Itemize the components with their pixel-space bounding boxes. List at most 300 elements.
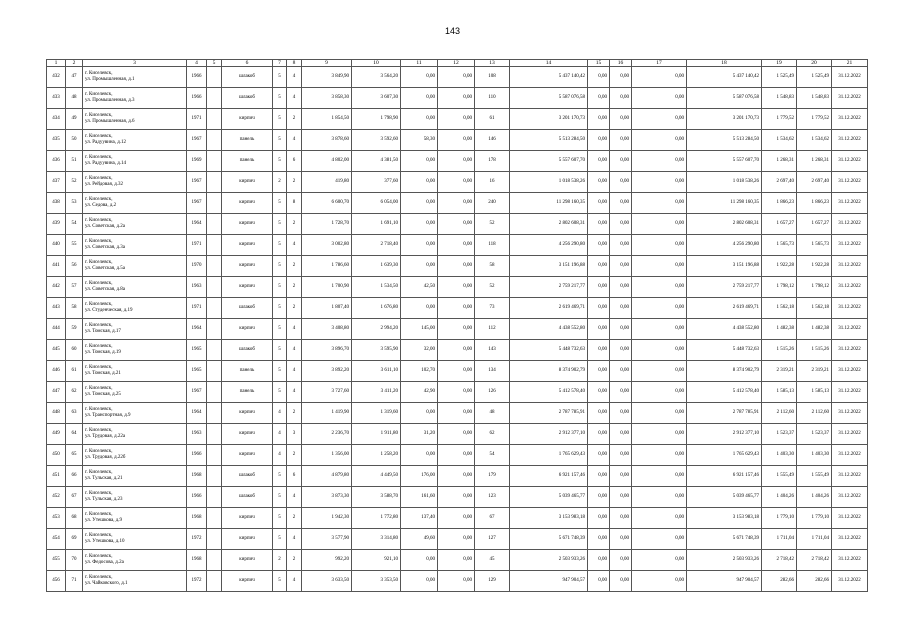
table-cell: 6 <box>287 466 302 487</box>
table-cell: 0,00 <box>401 88 438 109</box>
table-cell <box>207 340 222 361</box>
table-cell: шлакоб <box>222 466 273 487</box>
address-cell: г. Киселевск, ул. Советская, д.2а <box>83 214 187 235</box>
table-cell: 31.12.2022 <box>832 424 868 445</box>
table-cell: 0,00 <box>438 571 475 592</box>
table-cell: 0,00 <box>438 256 475 277</box>
table-cell: 0,00 <box>610 277 632 298</box>
table-cell: 0,00 <box>632 193 687 214</box>
table-cell: 3 633,50 <box>302 571 352 592</box>
table-cell: 0,00 <box>632 550 687 571</box>
table-cell: 31.12.2022 <box>832 550 868 571</box>
table-cell: 0,00 <box>438 130 475 151</box>
table-cell: 49,60 <box>401 529 438 550</box>
table-cell: 3 896,70 <box>302 340 352 361</box>
table-cell: 1966 <box>187 487 207 508</box>
table-cell: 3 201 170,73 <box>510 109 588 130</box>
table-cell: 0,00 <box>632 151 687 172</box>
table-cell: 0,00 <box>610 403 632 424</box>
table-cell: 3 873,30 <box>302 487 352 508</box>
table-cell: 0,00 <box>401 571 438 592</box>
address-cell: г. Киселевск, ул. Томская, д.25 <box>83 382 187 403</box>
table-cell: 16 <box>475 172 510 193</box>
column-header: 3 <box>83 60 187 67</box>
table-cell: 5 448 732,63 <box>510 340 588 361</box>
table-cell: 56 <box>66 256 83 277</box>
table-cell: 5 <box>273 298 287 319</box>
table-cell: 4 256 290,80 <box>687 235 762 256</box>
table-cell: 4 <box>287 361 302 382</box>
table-cell: 0,00 <box>588 172 610 193</box>
table-cell: 0,00 <box>401 214 438 235</box>
column-header: 14 <box>510 60 588 67</box>
table-cell: 0,00 <box>632 319 687 340</box>
address-cell: г. Киселевск, ул. Тульская, д.21 <box>83 466 187 487</box>
table-cell: 42,50 <box>401 277 438 298</box>
table-cell: шлакоб <box>222 67 273 88</box>
table-cell: 31.12.2022 <box>832 172 868 193</box>
table-cell: 1 765 629,43 <box>687 445 762 466</box>
table-cell: 5 671 748,39 <box>687 529 762 550</box>
table-cell: 1 525,49 <box>797 67 832 88</box>
table-cell: 1971 <box>187 235 207 256</box>
table-cell: 5 <box>273 508 287 529</box>
table-cell <box>207 109 222 130</box>
table-cell <box>207 508 222 529</box>
table-cell: 2 <box>273 550 287 571</box>
table-cell: 1971 <box>187 298 207 319</box>
table-cell: кирпич <box>222 277 273 298</box>
table-row <box>47 172 868 193</box>
table-cell: 5 448 732,63 <box>687 340 762 361</box>
table-cell: 31,20 <box>401 424 438 445</box>
table-cell: 0,00 <box>610 361 632 382</box>
table-cell: 1963 <box>187 277 207 298</box>
table-cell: кирпич <box>222 109 273 130</box>
table-cell: 1 523,37 <box>762 424 797 445</box>
table-cell: 58,30 <box>401 130 438 151</box>
table-cell: 4 381,50 <box>352 151 401 172</box>
column-header: 18 <box>687 60 762 67</box>
table-cell: 441 <box>47 256 66 277</box>
table-cell: 456 <box>47 571 66 592</box>
table-cell: 1 798,90 <box>352 109 401 130</box>
address-cell: г. Киселевск, ул. Студенческая, д.19 <box>83 298 187 319</box>
table-cell: 1 419,90 <box>302 403 352 424</box>
table-cell: 31.12.2022 <box>832 298 868 319</box>
table-cell: 947 904,57 <box>510 571 588 592</box>
table-cell: 5 587 076,58 <box>510 88 588 109</box>
table-cell: кирпич <box>222 235 273 256</box>
table-cell <box>207 466 222 487</box>
table-cell: 0,00 <box>588 214 610 235</box>
table-cell: 0,00 <box>610 214 632 235</box>
table-cell: 5 412 578,40 <box>687 382 762 403</box>
table-cell: 439 <box>47 214 66 235</box>
table-cell: 0,00 <box>632 256 687 277</box>
address-cell: г. Киселевск, ул. Советская, д.3а <box>83 235 187 256</box>
table-cell: 1967 <box>187 382 207 403</box>
table-cell: 2 802 608,31 <box>687 214 762 235</box>
table-cell: 0,00 <box>401 256 438 277</box>
table-cell: 31.12.2022 <box>832 151 868 172</box>
table-cell: 1 657,27 <box>797 214 832 235</box>
table-cell: 2 619 469,71 <box>687 298 762 319</box>
table-cell <box>207 361 222 382</box>
table-cell: 0,00 <box>632 403 687 424</box>
table-cell: 1 798,12 <box>762 277 797 298</box>
table-cell: 0,00 <box>632 382 687 403</box>
table-cell <box>207 172 222 193</box>
table-cell: 57 <box>66 277 83 298</box>
table-cell: 31.12.2022 <box>832 88 868 109</box>
table-cell: 0,00 <box>401 550 438 571</box>
table-cell: 2 <box>287 277 302 298</box>
table-cell: 161,60 <box>401 487 438 508</box>
table-cell: 1 356,00 <box>302 445 352 466</box>
table-cell: 5 587 076,58 <box>687 88 762 109</box>
table-cell: 2 <box>287 109 302 130</box>
table-cell: 0,00 <box>438 550 475 571</box>
table-cell: 0,00 <box>438 445 475 466</box>
table-cell: 5 557 607,70 <box>510 151 588 172</box>
table-cell: 1 268,31 <box>762 151 797 172</box>
address-cell: г. Киселевск, ул. Рейдовая, д.32 <box>83 172 187 193</box>
table-cell: 0,00 <box>438 67 475 88</box>
table-cell: 0,00 <box>401 67 438 88</box>
table-row <box>47 193 868 214</box>
table-row <box>47 256 868 277</box>
table-cell: 2 <box>287 298 302 319</box>
table-cell: 4 449,50 <box>352 466 401 487</box>
table-cell <box>207 67 222 88</box>
table-cell: 143 <box>475 340 510 361</box>
table-cell: 0,00 <box>588 508 610 529</box>
table-row <box>47 298 868 319</box>
table-cell: 1 779,52 <box>762 109 797 130</box>
table-cell: 5 513 284,50 <box>687 130 762 151</box>
table-cell: 240 <box>475 193 510 214</box>
table-cell <box>207 445 222 466</box>
address-cell: г. Киселевск, ул. Советская, д.8а <box>83 277 187 298</box>
table-cell: 1968 <box>187 508 207 529</box>
table-cell: 1964 <box>187 403 207 424</box>
table-cell: 0,00 <box>438 172 475 193</box>
table-cell: 0,00 <box>588 277 610 298</box>
table-cell: 3 577,90 <box>302 529 352 550</box>
table-cell: 108 <box>475 67 510 88</box>
table-cell: 1964 <box>187 214 207 235</box>
table-cell: 1 482,38 <box>797 319 832 340</box>
table-cell: 419,80 <box>302 172 352 193</box>
table-cell: 53 <box>66 193 83 214</box>
table-cell: 3 727,60 <box>302 382 352 403</box>
table-cell: 51 <box>66 151 83 172</box>
table-cell: 178 <box>475 151 510 172</box>
table-cell <box>207 256 222 277</box>
table-cell <box>207 424 222 445</box>
table-cell: 1970 <box>187 256 207 277</box>
table-cell: 31.12.2022 <box>832 214 868 235</box>
table-cell: 6 <box>287 151 302 172</box>
table-cell: 2 <box>287 403 302 424</box>
address-cell: г. Киселевск, ул. Тульская, д.23 <box>83 487 187 508</box>
table-cell: 5 437 140,42 <box>687 67 762 88</box>
table-cell: 0,00 <box>632 487 687 508</box>
address-cell: г. Киселевск, ул. Утешкова, д.10 <box>83 529 187 550</box>
table-cell: 4 <box>287 67 302 88</box>
table-cell: 1965 <box>187 361 207 382</box>
table-cell: 437 <box>47 172 66 193</box>
table-cell: 1 534,62 <box>762 130 797 151</box>
table-cell: 2 112,60 <box>762 403 797 424</box>
table-cell: кирпич <box>222 403 273 424</box>
table-cell: 0,00 <box>632 235 687 256</box>
table-cell: 146 <box>475 130 510 151</box>
table-cell: 31.12.2022 <box>832 508 868 529</box>
table-cell: 448 <box>47 403 66 424</box>
address-cell: г. Киселевск, ул. Радуувина, д.12 <box>83 130 187 151</box>
table-cell: 1968 <box>187 466 207 487</box>
table-cell: 0,00 <box>438 529 475 550</box>
table-cell: 1969 <box>187 151 207 172</box>
table-cell: 436 <box>47 151 66 172</box>
table-cell: 947 904,57 <box>687 571 762 592</box>
table-cell: 0,00 <box>610 319 632 340</box>
table-cell: 2 236,70 <box>302 424 352 445</box>
column-header: 7 <box>273 60 287 67</box>
table-cell: 0,00 <box>401 298 438 319</box>
table-cell: 1 922,28 <box>762 256 797 277</box>
table-cell: 0,00 <box>588 88 610 109</box>
table-cell: 3 588,70 <box>352 487 401 508</box>
table-cell: 282,66 <box>797 571 832 592</box>
table-cell: 1967 <box>187 130 207 151</box>
table-cell: 5 <box>273 130 287 151</box>
table-cell: 52 <box>66 172 83 193</box>
table-cell: 4 438 552,80 <box>687 319 762 340</box>
table-cell: 0,00 <box>632 466 687 487</box>
table-cell: 432 <box>47 67 66 88</box>
table-row <box>47 109 868 130</box>
table-cell: 2 <box>287 445 302 466</box>
table-cell: 145,00 <box>401 319 438 340</box>
table-cell: 4 <box>273 445 287 466</box>
table-cell: 1 018 538,26 <box>687 172 762 193</box>
table-cell: 5 <box>273 382 287 403</box>
table-cell: 0,00 <box>610 67 632 88</box>
table-cell: 3 151 196,88 <box>510 256 588 277</box>
table-cell: 0,00 <box>588 109 610 130</box>
table-cell: 0,00 <box>632 88 687 109</box>
table-cell: 3 892,20 <box>302 361 352 382</box>
table-cell: 0,00 <box>610 571 632 592</box>
table-cell: 921,10 <box>352 550 401 571</box>
table-cell: 0,00 <box>588 424 610 445</box>
table-cell: 2 319,21 <box>762 361 797 382</box>
table-cell: 31.12.2022 <box>832 235 868 256</box>
table-cell: 0,00 <box>401 403 438 424</box>
table-cell: 449 <box>47 424 66 445</box>
table-cell: 4 <box>273 424 287 445</box>
table-cell: 5 671 748,39 <box>510 529 588 550</box>
table-cell: 1 798,12 <box>797 277 832 298</box>
table-cell: 1 942,30 <box>302 508 352 529</box>
table-row <box>47 361 868 382</box>
table-cell: 0,00 <box>588 382 610 403</box>
table-cell: кирпич <box>222 193 273 214</box>
table-cell: 0,00 <box>610 382 632 403</box>
table-cell: 0,00 <box>632 529 687 550</box>
table-cell: 70 <box>66 550 83 571</box>
table-cell: 31.12.2022 <box>832 67 868 88</box>
table-cell: 2 697,40 <box>797 172 832 193</box>
table-cell: 1 562,18 <box>762 298 797 319</box>
table-cell: кирпич <box>222 571 273 592</box>
table-cell: 11 298 160,35 <box>510 193 588 214</box>
table-cell: 0,00 <box>438 298 475 319</box>
address-cell: г. Киселевск, ул. Федосова, д.2а <box>83 550 187 571</box>
table-cell: 58 <box>66 298 83 319</box>
table-cell: 0,00 <box>610 298 632 319</box>
column-header: 2 <box>66 60 83 67</box>
table-cell: 31.12.2022 <box>832 403 868 424</box>
table-cell: 4 <box>287 382 302 403</box>
table-row <box>47 403 868 424</box>
table-cell: 0,00 <box>588 550 610 571</box>
table-cell: 1 555,49 <box>762 466 797 487</box>
table-cell: 0,00 <box>632 508 687 529</box>
table-cell: 0,00 <box>610 424 632 445</box>
table-cell: 0,00 <box>438 487 475 508</box>
table-cell: 1 404,26 <box>797 487 832 508</box>
table-cell: 0,00 <box>588 361 610 382</box>
table-cell: 0,00 <box>401 172 438 193</box>
table-cell: 1 548,83 <box>797 88 832 109</box>
table-cell: 126 <box>475 382 510 403</box>
table-cell: 1966 <box>187 88 207 109</box>
table-cell: 8 374 902,79 <box>687 361 762 382</box>
table-cell: шлакоб <box>222 487 273 508</box>
table-cell: 2 912 377,10 <box>510 424 588 445</box>
address-cell: г. Киселевск, ул. Транспортная, д.9 <box>83 403 187 424</box>
table-cell: 54 <box>66 214 83 235</box>
table-cell: 52 <box>475 214 510 235</box>
table-cell: 4 879,80 <box>302 466 352 487</box>
table-cell: 1 555,49 <box>797 466 832 487</box>
table-cell: панель <box>222 130 273 151</box>
table-cell: 0,00 <box>632 109 687 130</box>
column-header: 1 <box>47 60 66 67</box>
table-cell: 1 779,10 <box>762 508 797 529</box>
table-cell: 6 054,00 <box>352 193 401 214</box>
table-cell: 3 314,80 <box>352 529 401 550</box>
table-cell: 1 854,50 <box>302 109 352 130</box>
table-cell: 4 802,00 <box>302 151 352 172</box>
table-cell: панель <box>222 151 273 172</box>
table-cell: 0,00 <box>588 319 610 340</box>
table-cell: 1 866,23 <box>797 193 832 214</box>
table-cell: 443 <box>47 298 66 319</box>
table-cell: 0,00 <box>632 298 687 319</box>
column-header: 9 <box>302 60 352 67</box>
table-cell: 0,00 <box>610 466 632 487</box>
table-cell: 4 <box>287 487 302 508</box>
table-row <box>47 424 868 445</box>
table-cell: 6 921 157,46 <box>510 466 588 487</box>
table-cell: 31.12.2022 <box>832 340 868 361</box>
table-cell: 282,66 <box>762 571 797 592</box>
table-cell: 1 657,27 <box>762 214 797 235</box>
table-cell: 1 565,73 <box>762 235 797 256</box>
table-cell: 0,00 <box>438 403 475 424</box>
table-cell: 5 <box>273 340 287 361</box>
table-cell: кирпич <box>222 529 273 550</box>
table-cell: 5 039 465,77 <box>510 487 588 508</box>
table-cell: 31.12.2022 <box>832 193 868 214</box>
table-cell: 4 <box>287 340 302 361</box>
table-cell: 5 513 284,50 <box>510 130 588 151</box>
table-cell: 1 728,70 <box>302 214 352 235</box>
table-cell: 5 <box>273 193 287 214</box>
table-cell: 3 878,60 <box>302 130 352 151</box>
table-cell: 54 <box>475 445 510 466</box>
table-row <box>47 88 868 109</box>
table-cell: 0,00 <box>632 277 687 298</box>
column-header: 5 <box>207 60 222 67</box>
table-cell <box>207 550 222 571</box>
table-cell: 1 268,31 <box>797 151 832 172</box>
column-header: 17 <box>632 60 687 67</box>
table-cell: 0,00 <box>588 256 610 277</box>
table-cell: 2 759 217,77 <box>510 277 588 298</box>
table-cell: шлакоб <box>222 340 273 361</box>
table-cell: 3 607,30 <box>352 88 401 109</box>
table-cell: 0,00 <box>438 466 475 487</box>
table-cell: 4 256 290,80 <box>510 235 588 256</box>
column-header: 20 <box>797 60 832 67</box>
table-cell: 2 <box>287 508 302 529</box>
address-cell: г. Киселевск, ул. Промышленная, д.6 <box>83 109 187 130</box>
table-cell: 2 503 933,26 <box>510 550 588 571</box>
table-cell: 1 404,26 <box>762 487 797 508</box>
table-cell: 6 921 157,46 <box>687 466 762 487</box>
table-cell: 31.12.2022 <box>832 571 868 592</box>
table-cell: 62 <box>66 382 83 403</box>
table-cell: 2 <box>287 214 302 235</box>
table-row <box>47 382 868 403</box>
table-cell: 0,00 <box>610 193 632 214</box>
table-cell: 440 <box>47 235 66 256</box>
table-cell: кирпич <box>222 214 273 235</box>
table-cell: 1 403,30 <box>797 445 832 466</box>
table-cell: 0,00 <box>401 109 438 130</box>
table-cell: 0,00 <box>588 130 610 151</box>
table-cell: 1972 <box>187 529 207 550</box>
table-cell: 0,00 <box>610 235 632 256</box>
table-cell: 5 <box>273 235 287 256</box>
table-cell: 0,00 <box>632 214 687 235</box>
table-cell: 0,00 <box>610 550 632 571</box>
table-cell: 4 438 552,80 <box>510 319 588 340</box>
table-cell: 0,00 <box>610 256 632 277</box>
table-cell: 3 153 983,18 <box>687 508 762 529</box>
table-cell: 62 <box>475 424 510 445</box>
table-cell: 2 697,40 <box>762 172 797 193</box>
table-cell: 3 002,80 <box>302 235 352 256</box>
table-cell: 2 994,20 <box>352 319 401 340</box>
column-header: 12 <box>438 60 475 67</box>
